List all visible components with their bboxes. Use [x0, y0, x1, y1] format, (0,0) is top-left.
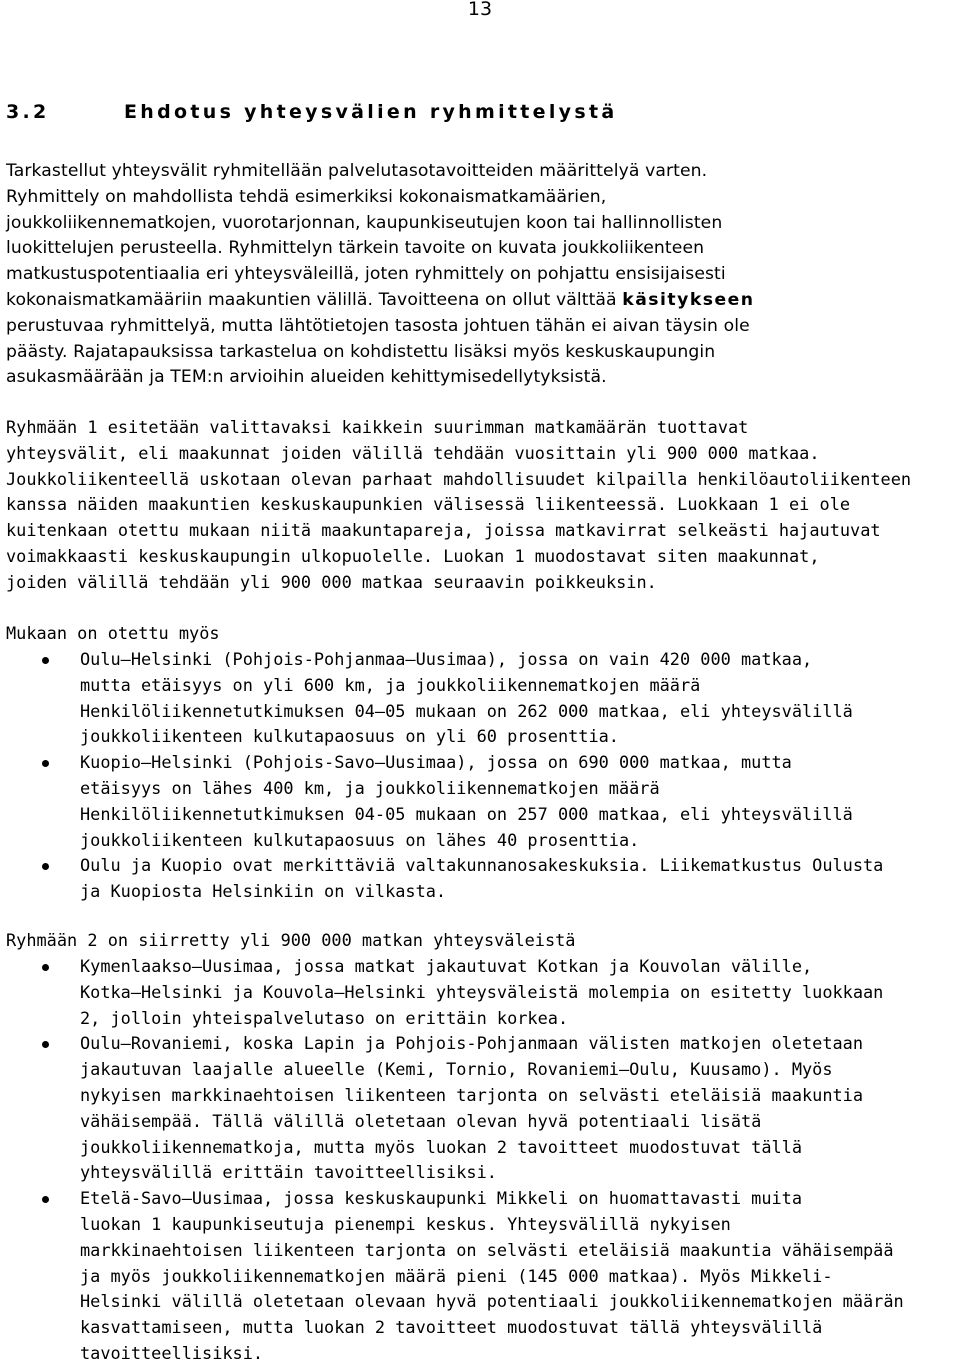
- list-item: Kuopio–Helsinki (Pohjois-Savo–Uusimaa), jossa on 690 000 matkaa, mutta etäisyys on lähes 400 km, ja joukkoliikennematkojen määrä Henkilöliikennetutkimuksen 04-05 mukaan on 257 000 matkaa, eli yhteysvälillä joukkoliikenteen kulkutapaosuus on lähes 40 prosenttia.: [0, 750, 960, 853]
- section-heading: [6, 100, 617, 124]
- bullet-icon: [42, 657, 49, 664]
- bullet-icon: [42, 760, 49, 767]
- list-item: Kymenlaakso–Uusimaa, jossa matkat jakautuvat Kotkan ja Kouvolan välille, Kotka–Helsinki ja Kouvola–Helsinki yhteysväleistä molempia on esitetty luokkaan 2, jolloin yhteispalvelutaso on erittäin korkea.: [0, 954, 960, 1031]
- included-intro: Mukaan on otettu myös: [6, 623, 220, 643]
- group2-intro: Ryhmään 2 on siirretty yli 900 000 matkan yhteysväleistä: [6, 930, 576, 950]
- paragraph-line: Tarkastellut yhteysvälit ryhmitellään palvelutasotavoitteiden määrittelyä varten.: [6, 161, 708, 181]
- paragraph-line: voimakkaasti keskuskaupungin ulkopuolelle. Luokan 1 muodostavat siten maakunnat,: [6, 545, 820, 566]
- bullet-icon: [42, 1196, 49, 1203]
- paragraph-line: matkustuspotentiaalia eri yhteysväleillä, joten ryhmittely on pohjattu ensisijaisesti: [6, 264, 726, 285]
- paragraph-line: päästy. Rajatapauksissa tarkastelua on kohdistettu lisäksi myös keskuskaupungin: [6, 341, 716, 362]
- paragraph-line: asukasmäärään ja TEM:n arvioihin alueiden kehittymisedellytyksistä.: [6, 367, 607, 388]
- paragraph-line: joiden välillä tehdään yli 900 000 matkaa seuraavin poikkeuksin.: [6, 571, 657, 592]
- group2-list: [0, 954, 960, 1367]
- bullet-icon: [42, 964, 49, 971]
- paragraph-line: kokonaismatkamääriin maakuntien välillä. Tavoitteena on ollut välttää käsitykseen: [6, 289, 755, 310]
- paragraph-line: yhteysvälit, eli maakunnat joiden välillä tehdään vuosittain yli 900 000 matkaa.: [6, 442, 820, 463]
- section-number: 3.2: [6, 101, 50, 123]
- paragraph-line: Joukkoliikenteellä uskotaan olevan parhaat mahdollisuudet kilpailla henkilöautoliikenteen: [6, 468, 912, 489]
- paragraph-line: joukkoliikennematkojen, vuorotarjonnan, kaupunkiseutujen koon tai hallinnollisten: [6, 212, 723, 233]
- paragraph-line: perustuvaa ryhmittelyä, mutta lähtötietojen tasosta johtuen tähän ei aivan täysin ole: [6, 315, 750, 336]
- bullet-icon: [42, 1041, 49, 1048]
- paragraph-line: luokittelujen perusteella. Ryhmittelyn tärkein tavoite on kuvata joukkoliikenteen: [6, 238, 705, 259]
- list-item: Etelä-Savo–Uusimaa, jossa keskuskaupunki Mikkeli on huomattavasti muita luokan 1 kaupunkiseutuja pienempi keskus. Yhteysvälillä nykyisen markkinaehtoisen liikenteen tarjonta on selvästi eteläisiä maakuntia vähäisempää ja myös joukkoliikennematkojen määrä pieni (145 000 matkaa). Myös Mikkeli- Helsinki välillä oletetaan olevaan hyvä potentiaali joukkoliikennematkojen määrän kasvattamiseen, mutta luokan 2 tavoitteet muodostuvat tällä yhteysvälillä tavoitteellisiksi.: [0, 1186, 960, 1367]
- paragraph-line: Ryhmään 1 esitetään valittavaksi kaikkein suurimman matkamäärän tuottavat: [6, 417, 749, 437]
- included-list: [0, 647, 960, 905]
- intro-paragraph: [6, 159, 960, 391]
- paragraph-line: kanssa näiden maakuntien keskuskaupunkien välisessä liikenteessä. Luokkaan 1 ei ole: [6, 494, 851, 515]
- list-item: Oulu ja Kuopio ovat merkittäviä valtakunnanosakeskuksia. Liikematkustus Oulusta ja Kuopiosta Helsinkiin on vilkasta.: [0, 853, 960, 905]
- paragraph-line: kuitenkaan otettu mukaan niitä maakuntapareja, joissa matkavirrat selkeästi hajautuvat: [6, 520, 881, 541]
- emphasis-word: käsitykseen: [622, 289, 755, 310]
- list-item: Oulu–Rovaniemi, koska Lapin ja Pohjois-Pohjanmaan välisten matkojen oletetaan jakautuvan laajalle alueelle (Kemi, Tornio, Rovaniemi–Oulu, Kuusamo). Myös nykyisen markkinaehtoisen liikenteen tarjonta on selvästi eteläisiä maakuntia vähäisempää. Tällä välillä oletetaan olevan hyvä potentiaali lisätä joukkoliikennematkoja, mutta myös luokan 2 tavoitteet muodostuvat tällä yhteysvälillä erittäin tavoitteellisiksi.: [0, 1031, 960, 1186]
- group1-paragraph: [6, 415, 960, 596]
- paragraph-line: Ryhmittely on mahdollista tehdä esimerkiksi kokonaismatkamäärien,: [6, 186, 607, 207]
- page-number: 13: [467, 0, 493, 20]
- bullet-icon: [42, 863, 49, 870]
- section-title: Ehdotus yhteysvälien ryhmittelystä: [124, 101, 618, 123]
- list-item: Oulu–Helsinki (Pohjois-Pohjanmaa–Uusimaa), jossa on vain 420 000 matkaa, mutta etäisyys on yli 600 km, ja joukkoliikennematkojen määrä Henkilöliikennetutkimuksen 04–05 mukaan on 262 000 matkaa, eli yhteysvälillä joukkoliikenteen kulkutapaosuus on yli 60 prosenttia.: [0, 647, 960, 750]
